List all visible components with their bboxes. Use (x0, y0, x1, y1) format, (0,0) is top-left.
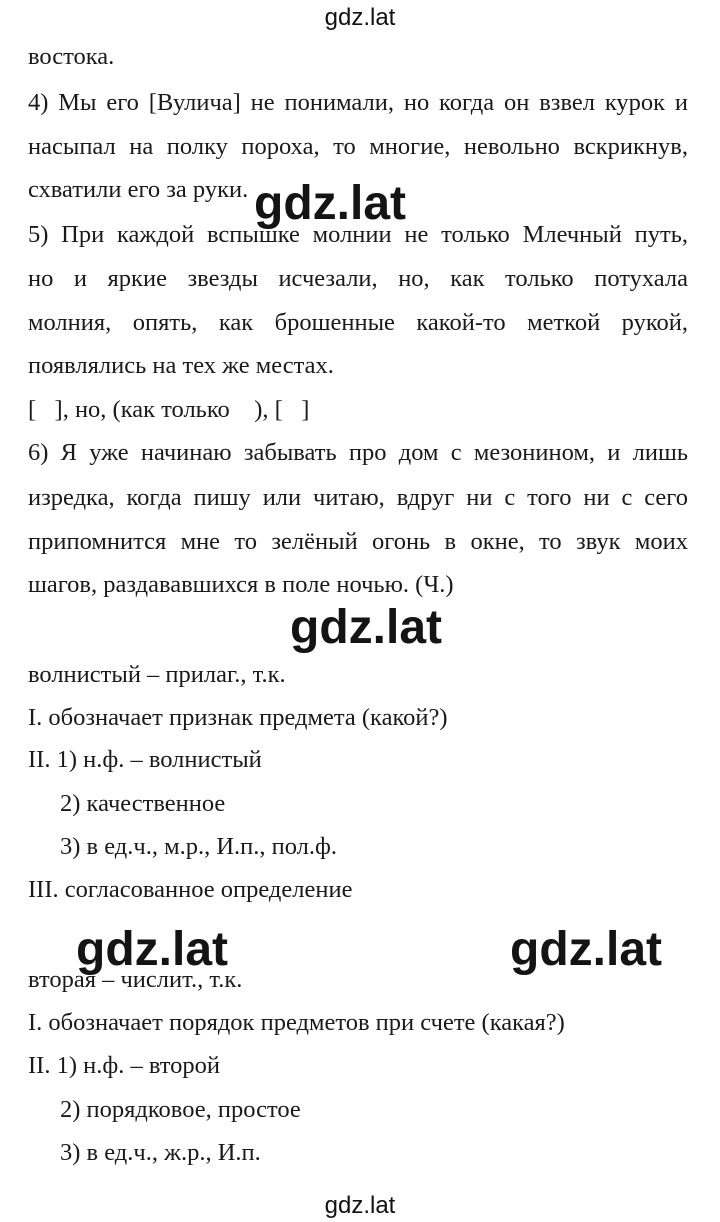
text-line: 4) Мы его [Вулича] не понимали, но когда он взвел курок и (28, 89, 688, 116)
text-line: появлялись на тех же местах. (28, 352, 334, 379)
watermark: gdz.lat (76, 923, 228, 976)
analysis-line: 2) качественное (60, 790, 226, 817)
text-line: изредка, когда пишу или читаю, вдруг ни с того ни с сего (28, 484, 688, 511)
text-line: припомнится мне то зелёный огонь в окне, то звук моих (28, 528, 688, 555)
analysis-line: 3) в ед.ч., ж.р., И.п. (60, 1139, 261, 1166)
text-line: 5) При каждой вспышке молнии не только Млечный путь, (28, 221, 688, 248)
analysis-line: 3) в ед.ч., м.р., И.п., пол.ф. (60, 833, 338, 860)
watermark: gdz.lat (290, 601, 442, 654)
page-footer: gdz.lat (324, 1192, 396, 1219)
analysis-line: 2) порядковое, простое (60, 1096, 301, 1123)
text-line: шагов, раздававшихся в поле ночью. (Ч.) (28, 571, 454, 598)
text-line: востока. (28, 43, 115, 70)
analysis-line: III. согласованное определение (28, 876, 353, 903)
analysis-line: II. 1) н.ф. – второй (28, 1052, 221, 1079)
analysis-heading: волнистый – прилаг., т.к. (28, 661, 286, 688)
analysis-line: I. обозначает порядок предметов при счете (какая?) (28, 1009, 565, 1036)
watermark: gdz.lat (510, 923, 662, 976)
text-line: схватили его за руки. (28, 176, 249, 203)
watermark: gdz.lat (254, 177, 406, 230)
text-line: 6) Я уже начинаю забывать про дом с мезонином, и лишь (28, 439, 688, 466)
text-line: молния, опять, как брошенные какой-то меткой рукой, (28, 309, 688, 336)
text-line: насыпал на полку пороха, то многие, невольно вскрикнув, (28, 133, 688, 160)
analysis-heading: вторая – числит., т.к. (28, 966, 243, 993)
analysis-line: I. обозначает признак предмета (какой?) (28, 704, 448, 731)
analysis-line: II. 1) н.ф. – волнистый (28, 746, 262, 773)
text-line: но и яркие звезды исчезали, но, как только потухала (28, 265, 688, 292)
page-header: gdz.lat (324, 4, 396, 31)
sentence-scheme: [ ], но, (как только ), [ ] (28, 396, 310, 423)
